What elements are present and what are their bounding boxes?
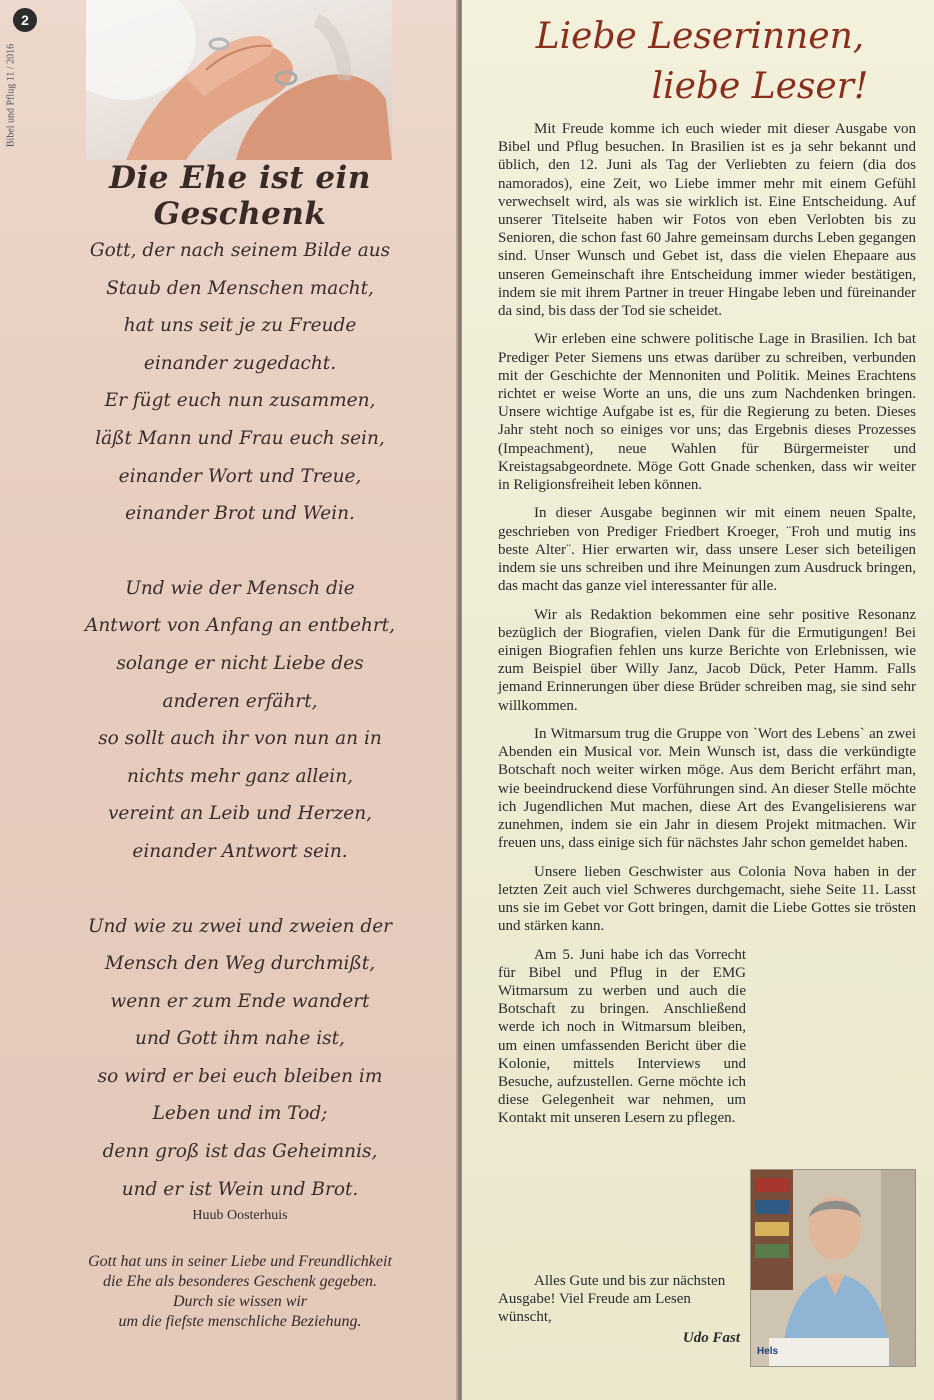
stanza-break — [40, 871, 440, 908]
poem-line: Und wie zu zwei und zweien der — [87, 915, 393, 937]
poem-line: hat uns seit je zu Freude — [123, 315, 357, 337]
poem-line: und Gott ihm nahe ist, — [135, 1028, 345, 1050]
closing-line: Durch sie wissen wir — [172, 1293, 308, 1310]
poem-line: einander Wort und Treue, — [118, 465, 362, 487]
poem-line: denn groß ist das Geheimnis, — [102, 1141, 378, 1163]
poem — [40, 232, 440, 1208]
poem-line: läßt Mann und Frau euch sein, — [95, 427, 385, 449]
editorial-paragraph: Wir als Redaktion bekommen eine sehr positive Resonanz bezüglich der Biografien, vielen Dank für die Ermutigungen! Bei einigen Biografien fehlen uns kurze Berichte von Erlebnissen, wie zum Beispiel über Willy Janz, Jacob Dück, Peter Hamm. Falls jemand Erinnerungen über diese Brüder schreiben mag, sie sind sehr willkommen. — [498, 606, 916, 714]
editorial-paragraph: Mit Freude komme ich euch wieder mit dieser Ausgabe von Bibel und Pflug besuchen. In Brasilien ist es ja sehr bekannt und üblich, den 12. Juni als Tag der Verliebten zu feiern (dia dos namorados), eine Zeit, wo Liebe immer mehr mit einem Gefühl verwechselt wird, als was sie wirklich ist. Eine Entscheidung. Auf unserer Titelseite haben wir Fotos von eben Verlobten bis zu Senioren, die schon fast 60 Jahre gemeinsam durchs Leben gegangen sind. Unser Wunsch und Gebet ist, dass die vielen Ehepaare aus unseren Gemeinschaft ihre Entscheidung immer wieder bestätigen, indem sie mit ihrem Partner in treuer Hingabe leben und füreinander da sind, bis dass der Tod sie scheidet. — [498, 121, 916, 320]
poem-line: Mensch den Weg durchmißt, — [104, 953, 376, 975]
poem-line: Antwort von Anfang an entbehrt, — [84, 615, 395, 637]
poem-author: Huub Oosterhuis — [192, 1208, 288, 1223]
editorial-paragraph: In Witmarsum trug die Gruppe von `Wort des Lebens` an zwei Abenden ein Musical vor. Mein Wunsch ist, dass die verkündigte Botschaft noch weiter wirken möge. Aus dem Bericht erfährt man, wie beeindruckend diese Vorführungen sind. An dieser Stelle möchte ich Jugendlichen Mut machen, diese Art des Evangelisierens war zunehmen, indem sie ein Jahr in diesem Projekt mitmachen. Wir freuen uns, dass einige sich für nächstes Jahr schon gemeldet haben. — [498, 726, 916, 852]
poem-title: Die Ehe ist ein Geschenk — [109, 160, 371, 232]
stanza-break — [40, 533, 440, 570]
poem-line: wenn er zum Ende wandert — [110, 990, 370, 1012]
closing-text — [20, 1252, 458, 1332]
portrait-illustration — [751, 1170, 915, 1366]
editorial-paragraph: In dieser Ausgabe beginnen wir mit einem neuen Spalte, geschrieben von Prediger Friedbert Kroeger, ¨Froh und mutig ins beste Alter¨. Hier erwarten wir, dass unsere Leser sich beteiligen indem sie uns schreiben und ihre Meinungen zum Ausdruck bringen, das macht das ganze viel interessanter für alle. — [498, 505, 916, 595]
editorial-paragraph: Wir erleben eine schwere politische Lage in Brasilien. Ich bat Prediger Peter Siemens uns etwas darüber zu schreiben, verbunden mit der Geschichte der Mennoniten und Politik. Meines Erachtens richtet er weise Worte an uns, die uns zum Nachdenken bringen. Unsere wichtige Aufgabe ist es, für die Regierung zu beten. Dieses Jahr steht noch so einiges vor uns; das Ergebnis dieses Prozesses (Impeachment), neue Wahlen für Bürgermeister und Kreistagsabgeordnete. Möge Gott Gnade schenken, dass wir weiter in Religionsfreiheit leben können. — [498, 331, 916, 494]
poem-line: einander Antwort sein. — [132, 840, 348, 862]
poem-line: Gott, der nach seinem Bilde aus — [89, 240, 391, 261]
poem-line: Staub den Menschen macht, — [106, 277, 374, 299]
running-header: Bibel und Pflug 11 / 2016 — [5, 43, 17, 148]
poem-line: vereint an Leib und Herzen, — [107, 803, 372, 825]
hands-illustration — [86, 0, 392, 160]
editorial-paragraph: Am 5. Juni habe ich das Vorrecht für Bibel und Pflug in der EMG Witmarsum zu werben und auch die Botschaft zu bringen. Anschließend werde ich noch in Witmarsum bleiben, um einen umfassenden Bericht über die Kolonie, mittels Interviews und Besuche, aufzustellen. Gerne möchte ich diese Gelegenheit war nehmen, um Kontakt mit unseren Lesern zu pflegen. — [498, 946, 746, 1127]
editorial-final-paragraph: Alles Gute und bis zur nächsten Ausgabe! Viel Freude am Lesen wünscht, — [498, 1273, 726, 1326]
wedding-hands-photo — [86, 0, 392, 160]
left-page — [0, 0, 458, 1400]
poem-line: so wird er bei euch bleiben im — [97, 1065, 383, 1087]
editorial-body — [498, 120, 916, 1138]
poem-line: anderen erfährt, — [162, 690, 318, 712]
poem-line: Er fügt euch nun zusammen, — [104, 390, 376, 412]
poem-line: und er ist Wein und Brot. — [121, 1178, 359, 1200]
page-number: 2 — [13, 8, 37, 32]
portrait-sign-text: Hels — [757, 1346, 779, 1357]
closing-line: Gott hat uns in seiner Liebe und Freundlichkeit — [88, 1253, 392, 1270]
poem-line: Und wie der Mensch die — [125, 577, 355, 599]
editorial-title-line2: liebe Leser! — [651, 66, 869, 107]
author-portrait-photo — [751, 1170, 915, 1366]
poem-line: solange er nicht Liebe des — [116, 652, 364, 674]
poem-line: nichts mehr ganz allein, — [127, 765, 353, 787]
closing-line: um die fiefste menschliche Beziehung. — [118, 1313, 362, 1330]
closing-line: die Ehe als besonderes Geschenk gegeben. — [103, 1273, 377, 1290]
poem-line: Leben und im Tod; — [152, 1103, 328, 1125]
poem-line: einander zugedacht. — [143, 352, 337, 374]
poem-line: so sollt auch ihr von nun an in — [98, 728, 382, 750]
editorial-paragraph: Unsere lieben Geschwister aus Colonia Nova haben in der letzten Zeit auch viel Schweres durchgemacht, siehe Seite 11. Lasst uns sie im Gebet vor Gott bringen, damit die Liebe Gottes sie trösten und stärken kann. — [498, 863, 916, 935]
signature: Udo Fast — [682, 1330, 740, 1346]
editorial-title-line1: Liebe Leserinnen, — [535, 16, 865, 57]
poem-line: einander Brot und Wein. — [125, 503, 355, 525]
